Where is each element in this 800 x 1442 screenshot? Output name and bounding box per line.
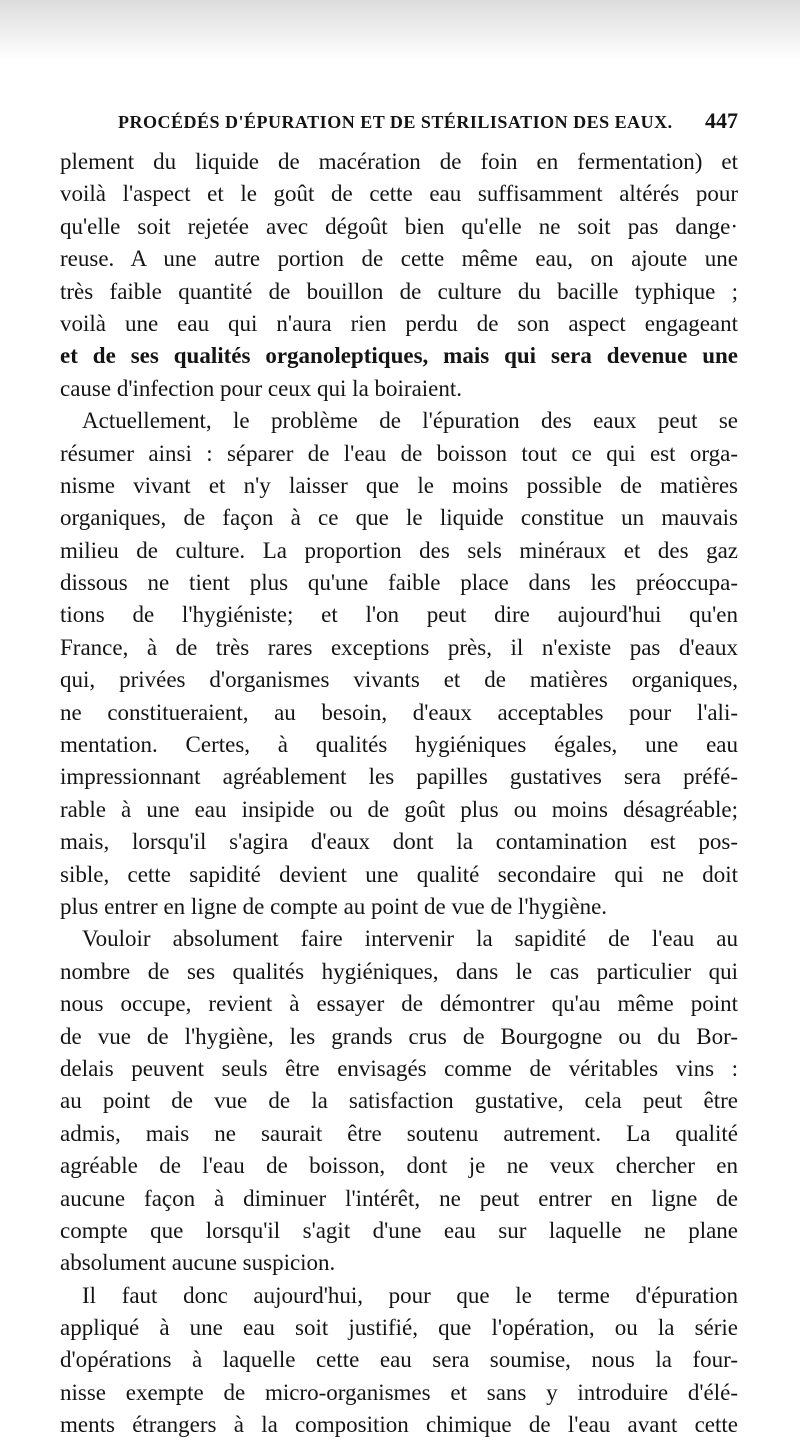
text-line: mentation. Certes, à qualités hygiéniques égales, une eau [60, 732, 738, 758]
text-line: qu'elle soit rejetée avec dégoût bien qu'elle ne soit pas dange· [60, 213, 738, 239]
page-top-shadow [0, 0, 800, 60]
text-line: reuse. A une autre portion de cette même eau, on ajoute une [60, 246, 738, 272]
text-line: aucune façon à diminuer l'intérêt, ne peut entrer en ligne de [60, 1185, 738, 1211]
text-line: ments étrangers à la composition chimique de l'eau avant cette [60, 1412, 738, 1438]
text-line: très faible quantité de bouillon de culture du bacille typhique ; [60, 278, 738, 304]
text-line: agréable de l'eau de boisson, dont je ne veux chercher en [60, 1153, 738, 1179]
page-number: 447 [705, 108, 738, 133]
text-line: milieu de culture. La proportion des sels minéraux et des gaz [60, 537, 738, 563]
body-text [60, 146, 738, 1442]
text-line: d'opérations à laquelle cette eau sera soumise, nous la four- [60, 1347, 738, 1373]
paragraph-start-line: Actuellement, le problème de l'épuration des eaux peut se [82, 408, 738, 434]
text-line: nisse exempte de micro-organismes et sans y introduire d'élé- [60, 1379, 738, 1405]
text-line: dissous ne tient plus qu'une faible place dans les préoccupa- [60, 570, 738, 596]
text-line: plus entrer en ligne de compte au point de vue de l'hygiène. [60, 893, 608, 919]
text-line: voilà une eau qui n'aura rien perdu de son aspect engageant [60, 310, 738, 336]
text-line: rable à une eau insipide ou de goût plus ou moins désagréable; [60, 796, 738, 822]
text-line: sible, cette sapidité devient une qualité secondaire qui ne doit [60, 861, 738, 887]
text-line: nous occupe, revient à essayer de démontrer qu'au même point [60, 991, 738, 1017]
text-line: ne constitueraient, au besoin, d'eaux acceptables pour l'ali- [60, 699, 738, 725]
text-line: mais, lorsqu'il s'agira d'eaux dont la contamination est pos- [60, 829, 738, 855]
text-line: absolument aucune suspicion. [60, 1250, 336, 1276]
text-line: impressionnant agréablement les papilles gustatives sera préfé- [60, 764, 738, 790]
text-line: nombre de ses qualités hygiéniques, dans le cas particulier qui [60, 958, 738, 984]
text-line: France, à de très rares exceptions près, il n'existe pas d'eaux [60, 634, 738, 660]
text-line: tions de l'hygiéniste; et l'on peut dire aujourd'hui qu'en [60, 602, 738, 628]
paragraph-start-line: Il faut donc aujourd'hui, pour que le terme d'épuration [82, 1282, 738, 1308]
text-line: admis, mais ne saurait être soutenu autrement. La qualité [60, 1120, 738, 1146]
text-line: qui, privées d'organismes vivants et de matières organiques, [60, 667, 738, 693]
text-line: nisme vivant et n'y laisser que le moins possible de matières [60, 472, 738, 498]
text-line: de vue de l'hygiène, les grands crus de Bourgogne ou du Bor- [60, 1023, 738, 1049]
text-line: cause d'infection pour ceux qui la boiraient. [60, 375, 463, 401]
paragraph-start-line: Vouloir absolument faire intervenir la sapidité de l'eau au [82, 926, 738, 952]
text-line: plement du liquide de macération de foin en fermentation) et [60, 149, 738, 174]
text-line: compte que lorsqu'il s'agit d'une eau sur laquelle ne plane [60, 1217, 738, 1243]
running-head: PROCÉDÉS D'ÉPURATION ET DE STÉRILISATION DES EAUX. [118, 112, 673, 132]
text-line: voilà l'aspect et le goût de cette eau suffisamment altérés pour [60, 181, 738, 207]
text-line: appliqué à une eau soit justifié, que l'opération, ou la série [60, 1315, 738, 1341]
text-line: au point de vue de la satisfaction gustative, cela peut être [60, 1088, 738, 1114]
text-line: résumer ainsi : séparer de l'eau de boisson tout ce qui est orga- [60, 440, 738, 466]
page-header [118, 106, 738, 136]
text-line: et de ses qualités organoleptiques, mais qui sera devenue une [60, 343, 738, 369]
text-line: delais peuvent seuls être envisagés comme de véritables vins : [60, 1055, 738, 1081]
text-line: organiques, de façon à ce que le liquide constitue un mauvais [60, 505, 738, 531]
